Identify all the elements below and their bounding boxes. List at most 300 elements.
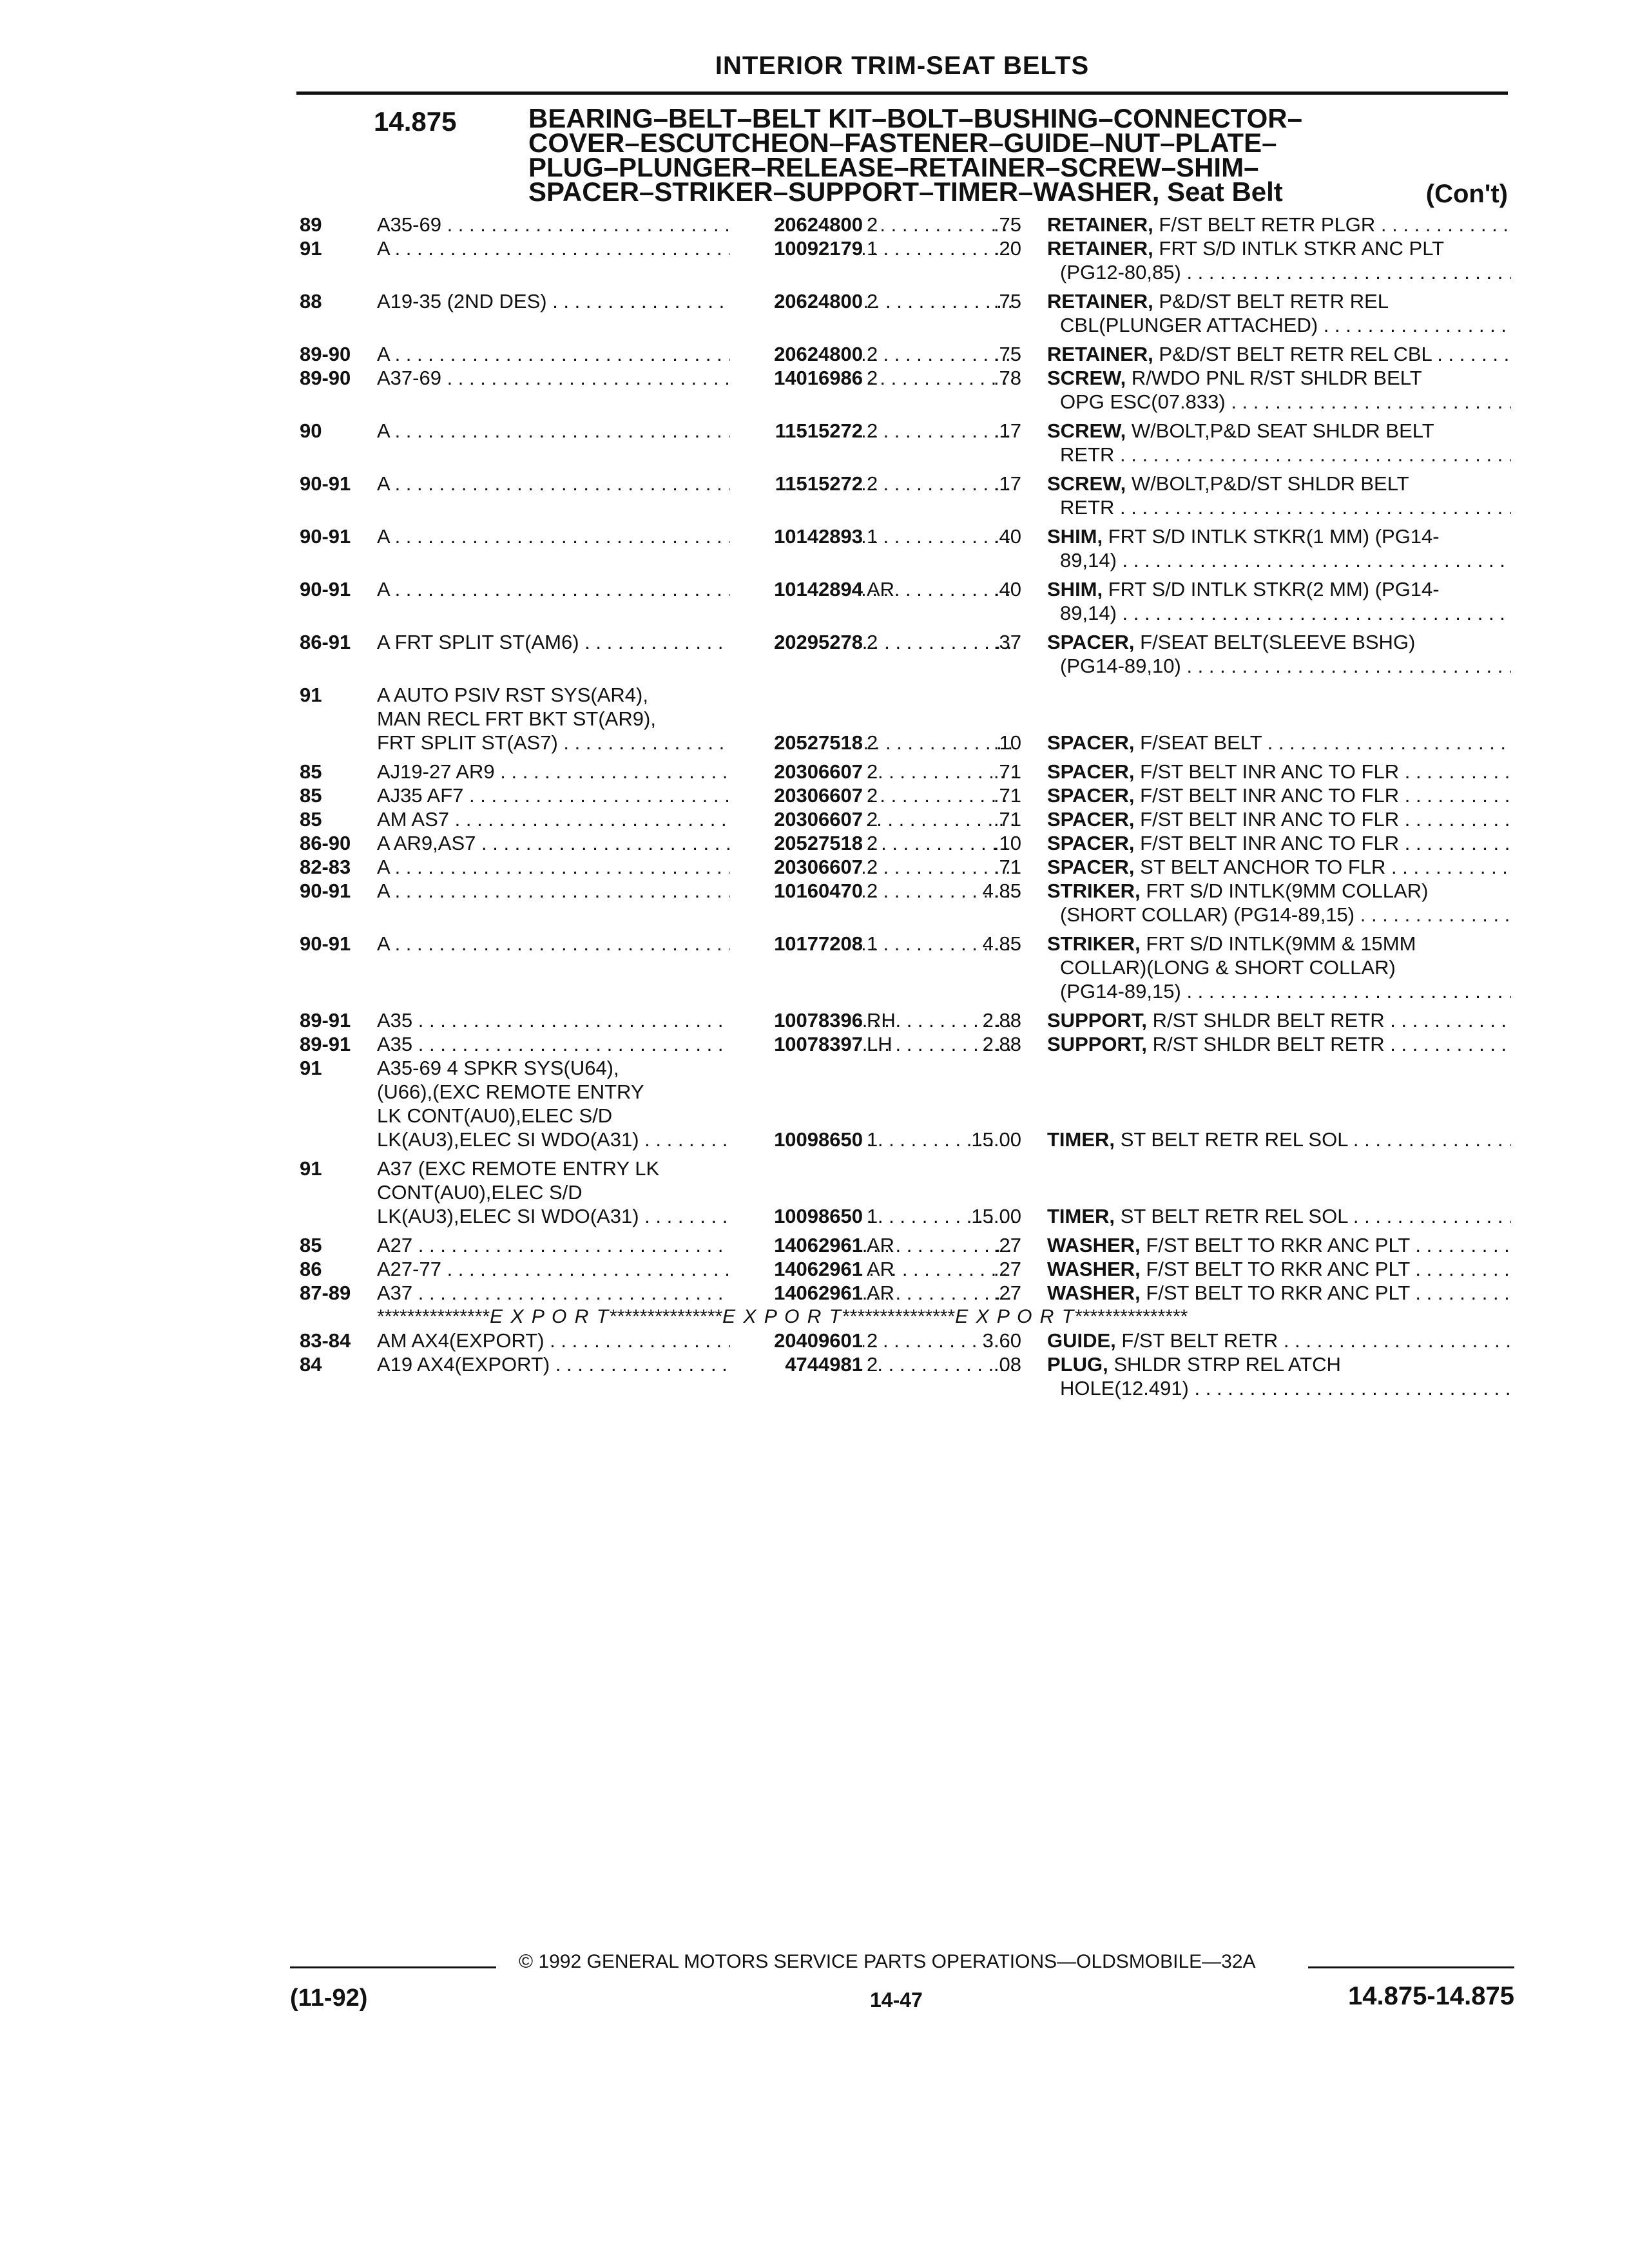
price: .71: [993, 856, 1021, 878]
model-years: 90-91: [300, 578, 351, 601]
description-line: [1047, 630, 1511, 654]
model-column: [377, 236, 1015, 260]
description-line: [1047, 731, 1511, 754]
description-line: [1047, 1233, 1511, 1257]
quantity: 2: [867, 419, 878, 442]
item-name: WASHER,: [1047, 1282, 1141, 1304]
model-line: LK CONT(AU0),ELEC S/D: [377, 1104, 613, 1127]
item-name: STRIKER,: [1047, 879, 1141, 902]
description-line: [1047, 1008, 1511, 1032]
description-text: F/ST BELT INR ANC TO FLR: [1140, 784, 1400, 807]
model-line: A . . .: [377, 855, 1015, 879]
quantity: 2: [867, 1353, 878, 1376]
section-title-line: COVER–ESCUTCHEON–FASTENER–GUIDE–NUT–PLATE–: [528, 128, 1277, 158]
description-line: [1047, 524, 1511, 548]
part-number: 14062961: [730, 1257, 863, 1281]
price: .71: [993, 760, 1021, 783]
export-label: E X P O R T: [490, 1306, 610, 1327]
model-years: 91: [300, 237, 322, 260]
model-line: AJ35 AF7 . . .: [377, 783, 1015, 807]
description-line: [1047, 1376, 1511, 1400]
item-name: SPACER,: [1047, 731, 1135, 754]
price: 4.85: [982, 932, 1021, 955]
part-number: 10160470: [730, 879, 863, 903]
table-row: [300, 1032, 1511, 1056]
price: 3.60: [982, 1329, 1021, 1352]
item-name: SPACER,: [1047, 760, 1135, 783]
description-text: R/ST SHLDR BELT RETR: [1152, 1009, 1385, 1032]
item-name: WASHER,: [1047, 1258, 1141, 1280]
model-years: 90-91: [300, 472, 351, 495]
quantity: 2: [867, 784, 878, 807]
description: [1047, 524, 1511, 572]
description: [1047, 855, 1511, 879]
item-name: SPACER,: [1047, 832, 1135, 854]
part-number: 10098650: [730, 1128, 863, 1151]
model-years: 85: [300, 808, 322, 831]
model-column: [377, 1056, 1015, 1151]
part-number: 20527518: [730, 731, 863, 754]
description: [1047, 630, 1511, 678]
description-line: [1047, 1352, 1511, 1376]
description-line: [1047, 260, 1511, 284]
description: [1047, 1128, 1511, 1151]
part-number: 10092179: [730, 236, 863, 260]
description-text: R/WDO PNL R/ST SHLDR BELT: [1131, 367, 1422, 389]
description-line: [1047, 548, 1511, 572]
part-number: 20306607: [730, 760, 863, 783]
quantity: 1: [867, 1128, 878, 1151]
footer-rule: [290, 1966, 496, 1968]
model-line: A . . .: [377, 236, 1015, 260]
item-name: WASHER,: [1047, 1234, 1141, 1256]
table-row: [300, 932, 1511, 1008]
item-name: SPACER,: [1047, 808, 1135, 831]
model-column: [377, 289, 1015, 313]
part-number: 4744981: [730, 1352, 863, 1376]
price: .71: [993, 784, 1021, 807]
part-number: 10177208: [730, 932, 863, 956]
model-line: A . . .: [377, 932, 1015, 956]
export-stars: ***************: [1075, 1306, 1188, 1327]
description: [1047, 1329, 1511, 1352]
description-text: P&D/ST BELT RETR REL: [1159, 290, 1389, 312]
item-name: SUPPORT,: [1047, 1033, 1148, 1055]
description-text: RETR: [1060, 496, 1115, 519]
model-line: A35 . . .: [377, 1032, 1015, 1056]
description-text: F/SEAT BELT: [1140, 731, 1262, 754]
export-stars: ***************: [842, 1306, 956, 1327]
model-column: [377, 1157, 1015, 1228]
description-text: (SHORT COLLAR) (PG14-89,15): [1060, 903, 1355, 926]
table-row: [300, 472, 1511, 524]
description-line: [1047, 1257, 1511, 1281]
model-column: [377, 879, 1015, 903]
description: [1047, 1352, 1511, 1400]
part-number: 20624800: [730, 342, 863, 366]
description-line: [1047, 760, 1511, 783]
description-line: [1047, 213, 1511, 236]
description: [1047, 342, 1511, 366]
part-number: 10078396: [730, 1008, 863, 1032]
page-number: 14-47: [870, 1988, 923, 2012]
model-column: [377, 683, 1015, 754]
description: [1047, 783, 1511, 807]
description: [1047, 1281, 1511, 1305]
quantity: AR: [867, 1234, 895, 1256]
description: [1047, 879, 1511, 927]
model-years: 86-90: [300, 832, 351, 854]
model-line: A37 (EXC REMOTE ENTRY LK: [377, 1157, 660, 1180]
table-row: [300, 855, 1511, 879]
model-column: [377, 577, 1015, 601]
quantity: 1: [867, 525, 878, 548]
item-name: SUPPORT,: [1047, 1009, 1148, 1032]
export-divider: [300, 1305, 1511, 1329]
description-line: [1047, 1204, 1511, 1228]
model-years: 89-90: [300, 343, 351, 365]
model-years: 82-83: [300, 856, 351, 878]
part-number: 14016986: [730, 366, 863, 390]
description-line: [1047, 443, 1511, 466]
table-row: [300, 213, 1511, 236]
description-line: [1047, 472, 1511, 495]
description-text: COLLAR)(LONG & SHORT COLLAR): [1060, 956, 1396, 979]
price: .10: [993, 731, 1021, 754]
item-name: SCREW,: [1047, 472, 1126, 495]
item-name: SPACER,: [1047, 631, 1135, 653]
export-label: E X P O R T: [722, 1306, 843, 1327]
model-years: 85: [300, 784, 322, 807]
model-years: 90-91: [300, 932, 351, 955]
table-row: [300, 577, 1511, 630]
description: [1047, 1257, 1511, 1281]
item-name: SHIM,: [1047, 525, 1103, 548]
quantity: RH: [867, 1009, 896, 1032]
export-stars: ***************: [377, 1306, 490, 1327]
item-name: SPACER,: [1047, 784, 1135, 807]
part-number: 20306607: [730, 855, 863, 879]
section-title: [528, 103, 1508, 207]
model-years: 89: [300, 213, 322, 236]
description: [1047, 932, 1511, 1003]
table-row: [300, 524, 1511, 577]
description-line: [1047, 1032, 1511, 1056]
model-column: [377, 213, 1015, 236]
model-column: [377, 783, 1015, 807]
model-line: A FRT SPLIT ST(AM6) . . .: [377, 630, 1015, 654]
item-name: RETAINER,: [1047, 290, 1153, 312]
description-text: (PG14-89,10): [1060, 655, 1181, 677]
item-name: STRIKER,: [1047, 932, 1141, 955]
model-years: 91: [300, 1157, 322, 1180]
price: .17: [993, 472, 1021, 495]
description-text: SHLDR STRP REL ATCH: [1113, 1353, 1341, 1376]
quantity: AR: [867, 578, 895, 601]
description-text: 89,14): [1060, 602, 1117, 624]
description: [1047, 419, 1511, 466]
model-line: MAN RECL FRT BKT ST(AR9),: [377, 707, 656, 730]
quantity: 1: [867, 932, 878, 955]
description: [1047, 1008, 1511, 1032]
model-years: 90: [300, 419, 322, 442]
quantity: 2: [867, 731, 878, 754]
model-years: 86: [300, 1258, 322, 1280]
description-text: ST BELT RETR REL SOL: [1120, 1128, 1348, 1151]
model-column: [377, 855, 1015, 879]
model-column: [377, 1032, 1015, 1056]
table-row: [300, 289, 1511, 342]
description-text: F/SEAT BELT(SLEEVE BSHG): [1140, 631, 1416, 653]
quantity: 2: [867, 856, 878, 878]
table-row: [300, 1056, 1511, 1157]
description-line: [1047, 495, 1511, 519]
item-name: SHIM,: [1047, 578, 1103, 601]
model-line: A . . .: [377, 524, 1015, 548]
price: .37: [993, 631, 1021, 653]
description-text: F/ST BELT TO RKR ANC PLT: [1146, 1258, 1410, 1280]
description-line: [1047, 419, 1511, 443]
model-years: 84: [300, 1353, 322, 1376]
description-text: FRT S/D INTLK STKR(1 MM) (PG14-: [1108, 525, 1440, 548]
model-column: [377, 760, 1015, 783]
revision-date: (11-92): [290, 1984, 368, 2012]
price: .75: [993, 343, 1021, 365]
model-years: 87-89: [300, 1282, 351, 1304]
model-line: A . . .: [377, 879, 1015, 903]
model-column: [377, 1329, 1015, 1352]
description-text: CBL(PLUNGER ATTACHED): [1060, 314, 1318, 336]
description-text: W/BOLT,P&D SEAT SHLDR BELT: [1131, 419, 1434, 442]
price: .27: [993, 1258, 1021, 1280]
price: 4.85: [982, 879, 1021, 902]
quantity: 2: [867, 367, 878, 389]
table-row: [300, 1281, 1511, 1305]
model-line: A . . .: [377, 577, 1015, 601]
quantity: AR: [867, 1282, 895, 1304]
description-line: [1047, 956, 1511, 979]
table-row: [300, 831, 1511, 855]
price: 15.00: [971, 1205, 1021, 1227]
description-line: [1047, 390, 1511, 414]
description-text: W/BOLT,P&D/ST SHLDR BELT: [1131, 472, 1409, 495]
model-line: A35-69 4 SPKR SYS(U64),: [377, 1057, 619, 1079]
model-line: A19 AX4(EXPORT) . . .: [377, 1352, 1015, 1376]
description-line: [1047, 807, 1511, 831]
section-title-line: BEARING–BELT–BELT KIT–BOLT–BUSHING–CONNECTOR–: [528, 103, 1302, 133]
description-line: [1047, 1128, 1511, 1151]
model-line: A37 . . .: [377, 1281, 1015, 1305]
description-line: [1047, 654, 1511, 678]
section-title-line: PLUG–PLUNGER–RELEASE–RETAINER–SCREW–SHIM–: [528, 152, 1259, 182]
description-text: FRT S/D INTLK(9MM & 15MM: [1146, 932, 1416, 955]
price: .40: [993, 578, 1021, 601]
description-text: RETR: [1060, 443, 1115, 466]
part-number: 20306607: [730, 807, 863, 831]
description-line: [1047, 932, 1511, 956]
model-column: [377, 807, 1015, 831]
model-line: A27-77 . . .: [377, 1257, 1015, 1281]
description-text: F/ST BELT INR ANC TO FLR: [1140, 832, 1400, 854]
part-number: 11515272: [730, 419, 863, 443]
model-line: A . . .: [377, 472, 1015, 495]
table-row: [300, 342, 1511, 366]
model-years: 85: [300, 1234, 322, 1256]
item-name: SPACER,: [1047, 856, 1135, 878]
description-line: [1047, 879, 1511, 903]
part-number: 10142894: [730, 577, 863, 601]
part-number: 20624800: [730, 213, 863, 236]
price: .75: [993, 213, 1021, 236]
quantity: 2: [867, 213, 878, 236]
description-text: (PG12-80,85): [1060, 261, 1181, 284]
description-line: [1047, 903, 1511, 927]
description: [1047, 760, 1511, 783]
model-line: AM AS7 . . .: [377, 807, 1015, 831]
model-years: 89-90: [300, 367, 351, 389]
description-text: F/ST BELT RETR: [1121, 1329, 1278, 1352]
model-line: AM AX4(EXPORT) . . .: [377, 1329, 1015, 1352]
description: [1047, 289, 1511, 337]
model-line: A35 . . .: [377, 1008, 1015, 1032]
item-name: GUIDE,: [1047, 1329, 1116, 1352]
quantity: 2: [867, 879, 878, 902]
table-row: [300, 1233, 1511, 1257]
model-years: 90-91: [300, 879, 351, 902]
model-column: [377, 419, 1015, 443]
description-text: OPG ESC(07.833): [1060, 390, 1226, 413]
model-years: 88: [300, 290, 322, 312]
item-name: PLUG,: [1047, 1353, 1108, 1376]
price: .17: [993, 419, 1021, 442]
quantity: LH: [867, 1033, 892, 1055]
table-row: [300, 1157, 1511, 1233]
page-title: INTERIOR TRIM-SEAT BELTS: [715, 52, 1090, 80]
part-number: 20409601: [730, 1329, 863, 1352]
model-column: [377, 630, 1015, 654]
description: [1047, 731, 1511, 754]
table-row: [300, 236, 1511, 289]
model-column: [377, 1281, 1015, 1305]
description-line: [1047, 783, 1511, 807]
quantity: 1: [867, 237, 878, 260]
description-line: [1047, 236, 1511, 260]
model-line: A AUTO PSIV RST SYS(AR4),: [377, 684, 648, 706]
table-row: [300, 783, 1511, 807]
quantity: 2: [867, 1329, 878, 1352]
quantity: 2: [867, 808, 878, 831]
model-line: A19-35 (2ND DES) . . .: [377, 289, 1015, 313]
part-number: 20295278: [730, 630, 863, 654]
table-row: [300, 1008, 1511, 1032]
model-line: A35-69 . . .: [377, 213, 1015, 236]
description-text: F/ST BELT INR ANC TO FLR: [1140, 808, 1400, 831]
export-stars: ***************: [610, 1306, 723, 1327]
price: .27: [993, 1234, 1021, 1256]
price: .08: [993, 1353, 1021, 1376]
quantity: 1: [867, 1205, 878, 1227]
description-text: ST BELT ANCHOR TO FLR: [1140, 856, 1386, 878]
description-text: FRT S/D INTLK STKR(2 MM) (PG14-: [1108, 578, 1440, 601]
section-code: 14.875: [374, 106, 457, 137]
model-years: 86-91: [300, 631, 351, 653]
price: .27: [993, 1282, 1021, 1304]
parts-list: [300, 213, 1511, 1405]
description-text: HOLE(12.491): [1060, 1377, 1189, 1399]
description-text: FRT S/D INTLK STKR ANC PLT: [1159, 237, 1445, 260]
model-column: [377, 342, 1015, 366]
table-row: [300, 419, 1511, 472]
model-years: 91: [300, 1057, 322, 1079]
table-row: [300, 1257, 1511, 1281]
model-line: AJ19-27 AR9 . . .: [377, 760, 1015, 783]
description-text: P&D/ST BELT RETR REL CBL: [1159, 343, 1432, 365]
table-row: [300, 879, 1511, 932]
description-text: ST BELT RETR REL SOL: [1120, 1205, 1348, 1227]
part-number: 10098650: [730, 1204, 863, 1228]
description: [1047, 213, 1511, 236]
table-row: [300, 366, 1511, 419]
description-text: 89,14): [1060, 549, 1117, 572]
part-number: 14062961: [730, 1281, 863, 1305]
model-line: (U66),(EXC REMOTE ENTRY: [377, 1081, 644, 1103]
model-years: 85: [300, 760, 322, 783]
quantity: 2: [867, 343, 878, 365]
description-line: [1047, 1281, 1511, 1305]
table-row: [300, 630, 1511, 683]
model-column: [377, 1008, 1015, 1032]
description-line: [1047, 313, 1511, 337]
part-number: 20624800: [730, 289, 863, 313]
description-line: [1047, 601, 1511, 625]
price: 2.88: [982, 1033, 1021, 1055]
model-column: [377, 366, 1015, 390]
part-number: 20306607: [730, 783, 863, 807]
model-column: [377, 472, 1015, 495]
description-text: FRT S/D INTLK(9MM COLLAR): [1146, 879, 1429, 902]
table-row: [300, 760, 1511, 783]
description-line: [1047, 289, 1511, 313]
description: [1047, 1233, 1511, 1257]
price: .75: [993, 290, 1021, 312]
part-number: 14062961: [730, 1233, 863, 1257]
model-column: [377, 1352, 1015, 1376]
price: .20: [993, 237, 1021, 260]
description-text: R/ST SHLDR BELT RETR: [1152, 1033, 1385, 1055]
quantity: 2: [867, 760, 878, 783]
item-name: SCREW,: [1047, 419, 1126, 442]
footer-rule: [1308, 1966, 1514, 1968]
price: 15.00: [971, 1128, 1021, 1151]
part-number: 20527518: [730, 831, 863, 855]
model-line: A27 . . .: [377, 1233, 1015, 1257]
table-row: [300, 683, 1511, 760]
copyright: © 1992 GENERAL MOTORS SERVICE PARTS OPERATIONS—OLDSMOBILE—32A: [519, 1951, 1256, 1972]
model-line: LK(AU3),ELEC SI WDO(A31) . . .: [377, 1204, 1015, 1228]
quantity: 2: [867, 472, 878, 495]
description-text: F/ST BELT TO RKR ANC PLT: [1146, 1282, 1410, 1304]
model-line: A AR9,AS7 . . .: [377, 831, 1015, 855]
table-row: [300, 807, 1511, 831]
item-name: RETAINER,: [1047, 237, 1153, 260]
model-column: [377, 1257, 1015, 1281]
description-line: [1047, 342, 1511, 366]
model-column: [377, 932, 1015, 956]
description-line: [1047, 366, 1511, 390]
description: [1047, 472, 1511, 519]
table-row: [300, 1329, 1511, 1352]
model-years: 89-91: [300, 1033, 351, 1055]
